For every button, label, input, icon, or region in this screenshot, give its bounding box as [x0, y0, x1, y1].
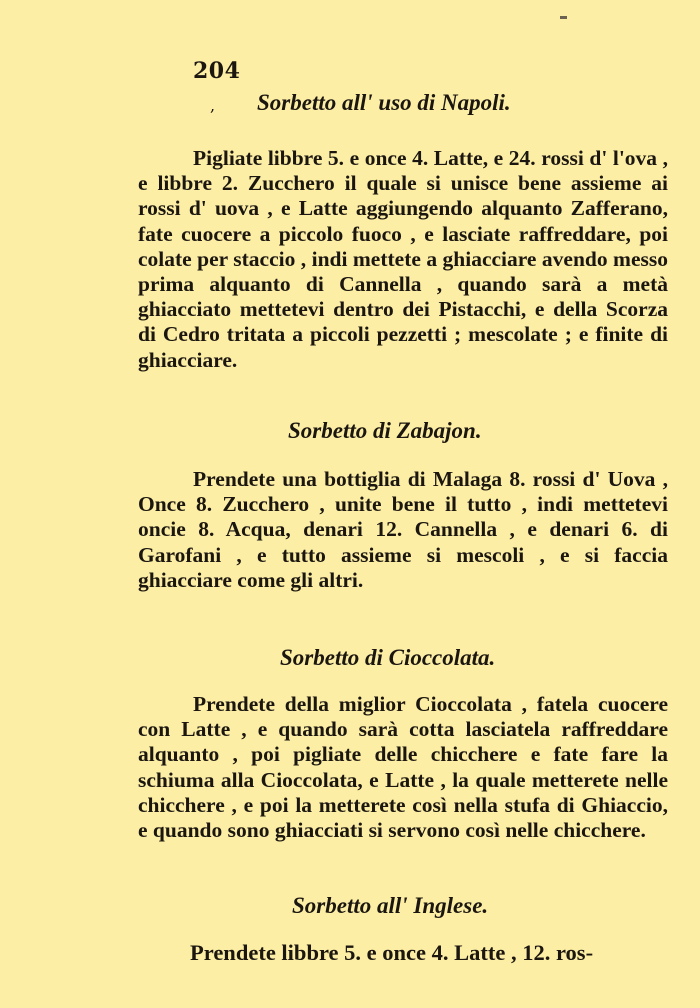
page-number: 204	[193, 58, 241, 84]
section-text: Prendete una bottiglia di Malaga 8. rossi d' Uova , Once 8. Zucchero , unite bene il tutto , indi mettetevi oncie 8. Acqua, denari 12. Cannella , e denari 6. di Garofani , e tutto assieme si mescoli , e si faccia ghiacciare come gli altri.	[138, 467, 668, 592]
section-title: Sorbetto all' uso di Napoli.	[257, 90, 511, 115]
stray-mark: ,	[210, 96, 216, 115]
corner-mark	[560, 16, 567, 19]
section-title: Sorbetto all' Inglese.	[292, 893, 489, 918]
section-text: Prendete della miglior Cioccolata , fatela cuocere con Latte , e quando sarà cotta lasciatela raffreddare alquanto , poi pigliate delle chicchere e fate fare la schiuma alla Cioccolata, e Latte , la quale metterete nelle chicchere , e poi la metterete così nella stufa di Ghiaccio, e quando sono ghiacciati si servono così nelle chicchere.	[138, 692, 668, 843]
section-text: Prendete libbre 5. e once 4. Latte , 12. ros-	[190, 940, 594, 965]
section-text: Pigliate libbre 5. e once 4. Latte, e 24. rossi d' l'ova , e libbre 2. Zucchero il quale si unisce bene assieme ai rossi d' uova , e Latte aggiungendo alquanto Zafferano, fate cuocere a piccolo fuoco , e lasciate raffreddare, poi colate per staccio , indi mettete a ghiacciare avendo messo prima alquanto di Cannella , quando sarà a metà ghiacciato mettetevi dentro dei Pistacchi, e della Scorza di Cedro tritata a piccoli pezzetti ; mescolate ; e finite di ghiacciare.	[138, 146, 668, 372]
section-title: Sorbetto di Cioccolata.	[280, 645, 496, 670]
section-title: Sorbetto di Zabajon.	[288, 418, 482, 443]
